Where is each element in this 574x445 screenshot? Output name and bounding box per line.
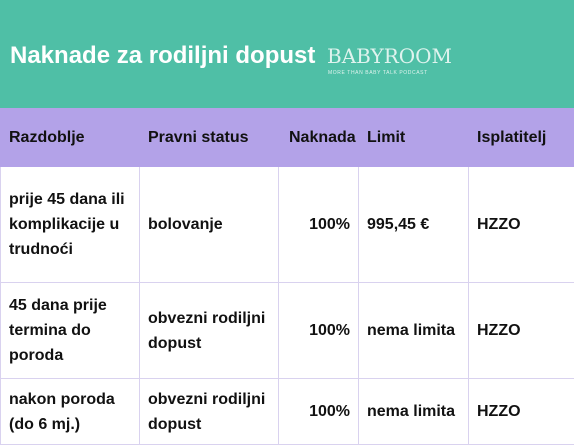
column-header-limit: Limit [359, 109, 469, 167]
cell-razdoblje: prije 45 dana ili komplikacije u trudnoći [1, 167, 140, 283]
cell-naknada: 100% [279, 283, 359, 379]
column-header-isplatitelj: Isplatitelj [469, 109, 574, 167]
babyroom-logo [327, 44, 427, 80]
cell-status: obvezni rodiljni dopust [140, 283, 279, 379]
benefits-table [0, 108, 574, 445]
cell-isplatitelj: HZZO [469, 167, 574, 283]
column-header-pravni-status: Pravni status [140, 109, 279, 167]
table-row [1, 167, 574, 283]
cell-razdoblje: nakon poroda (do 6 mj.) [1, 379, 140, 445]
logo-wordmark: BABYROOM [327, 44, 452, 68]
table-row [1, 379, 574, 445]
cell-naknada: 100% [279, 379, 359, 445]
logo-tagline: MORE THAN BABY TALK PODCAST [328, 70, 428, 76]
header-banner [0, 0, 574, 108]
column-header-naknada: Naknada [279, 109, 359, 167]
table-header-row [1, 109, 574, 167]
cell-naknada: 100% [279, 167, 359, 283]
cell-limit: nema limita [359, 283, 469, 379]
page-title: Naknade za rodiljni dopust [10, 42, 315, 70]
table-row [1, 283, 574, 379]
cell-status: bolovanje [140, 167, 279, 283]
cell-limit: nema limita [359, 379, 469, 445]
cell-status: obvezni rodiljni dopust [140, 379, 279, 445]
column-header-razdoblje: Razdoblje [1, 109, 140, 167]
cell-limit: 995,45 € [359, 167, 469, 283]
cell-razdoblje: 45 dana prije termina do poroda [1, 283, 140, 379]
cell-isplatitelj: HZZO [469, 379, 574, 445]
cell-isplatitelj: HZZO [469, 283, 574, 379]
